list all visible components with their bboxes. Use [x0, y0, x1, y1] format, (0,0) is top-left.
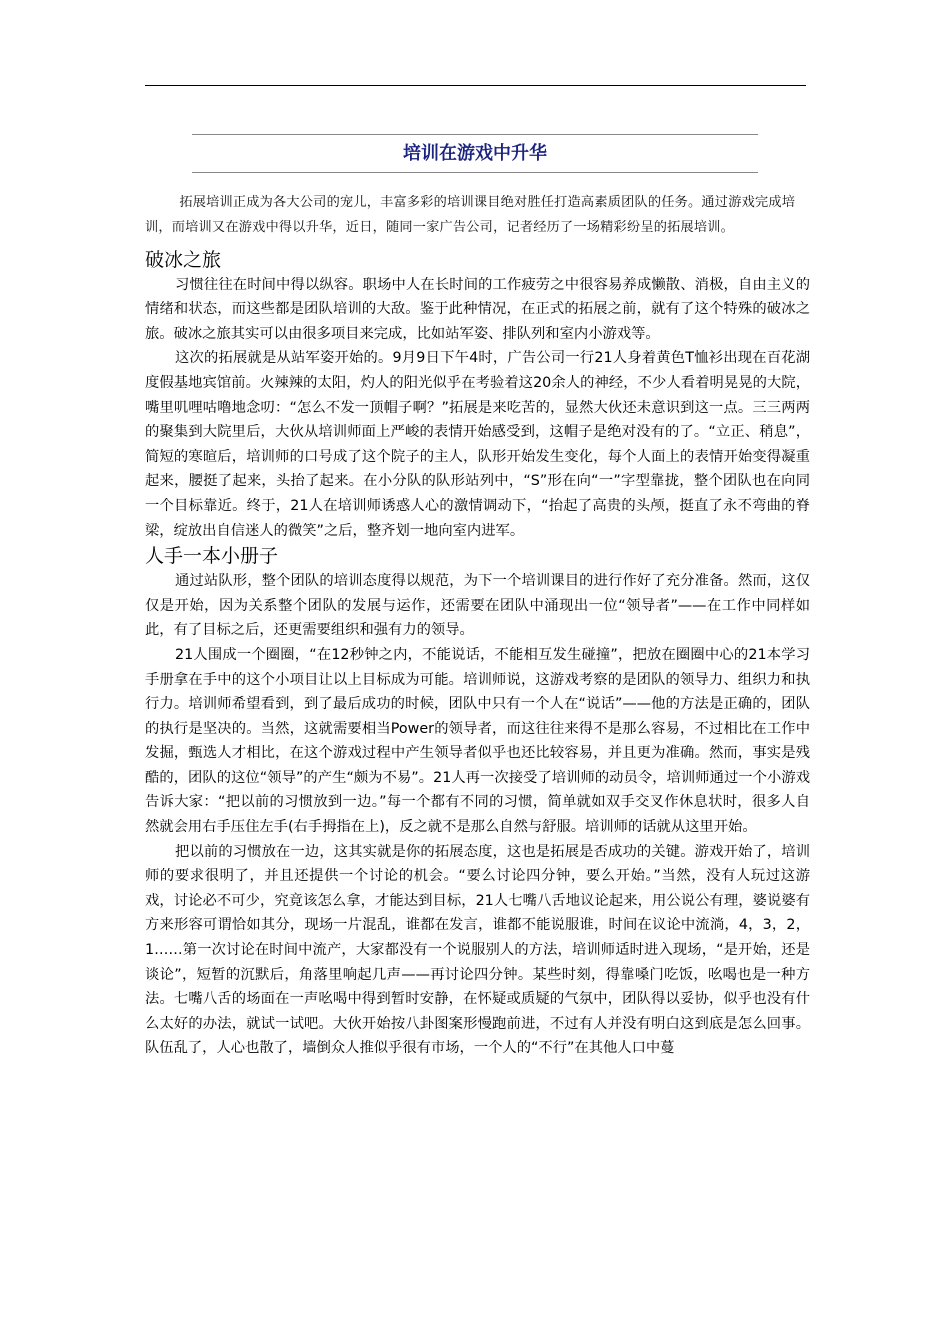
body-paragraph: 把以前的习惯放在一边，这其实就是你的拓展态度，这也是拓展是否成功的关键。游戏开始了，培训师的要求很明了，并且还提供一个讨论的机会。“要么讨论四分钟，要么开始。”当然，没有人玩过这游戏，讨论必不可少，究竟该怎么拿，才能达到目标，21人七嘴八舌地议论起来，用公说公有理，婆说婆有方来形容可谓恰如其分，现场一片混乱，谁都在发言，谁都不能说服谁，时间在议论中流淌，4，3，2，1……第一次讨论在时间中流产，大家都没有一个说服别人的方法，培训师适时进入现场，“是开始，还是谈论”，短暂的沉默后，角落里响起几声——再讨论四分钟。某些时刻，得靠嗓门吃饭，吆喝也是一种方法。七嘴八舌的场面在一声吆喝中得到暂时安静，在怀疑或质疑的气氛中，团队得以妥协，似乎也没有什么太好的办法，就试一试吧。大伙开始按八卦图案形慢跑前进，不过有人并没有明白这到底是怎么回事。队伍乱了，人心也散了，墙倒众人推似乎很有市场，一个人的“不行”在其他人口中蔓 — [145, 843, 810, 1057]
article-body — [145, 190, 810, 1061]
body-paragraph: 21人围成一个圈圈，“在12秒钟之内，不能说话，不能相互发生碰撞”，把放在圈圈中心的21本学习手册拿在手中的这个小项目让以上目标成为可能。培训师说，这游戏考察的是团队的领导力、组织力和执行力。培训师希望看到，到了最后成功的时候，团队中只有一个人在“说话”——他的方法是正确的，团队的执行是坚决的。当然，这就需要相当Power的领导者，而这往往来得不是那么容易，不过相比在工作中发掘，甄选人才相比，在这个游戏过程中产生领导者似乎也还比较容易，并且更为准确。然而，事实是残酷的，团队的这位“领导”的产生“颇为不易”。21人再一次接受了培训师的动员令，培训师通过一个小游戏告诉大家：“把以前的习惯放到一边。”每一个都有不同的习惯，简单就如双手交叉作休息状时，很多人自然就会用右手压住左手(右手拇指在上)，反之就不是那么自然与舒服。培训师的话就从这里开始。 — [145, 646, 810, 836]
title-rule-bottom — [192, 172, 758, 173]
intro-paragraph: 拓展培训正成为各大公司的宠儿，丰富多彩的培训课目绝对胜任打造高素质团队的任务。通过游戏完成培训，而培训又在游戏中得以升华，近日，随同一家广告公司，记者经历了一场精彩纷呈的拓展培训。 — [145, 195, 796, 236]
body-paragraph: 通过站队形，整个团队的培训态度得以规范，为下一个培训课目的进行作好了充分准备。然而，这仅仅是开始，因为关系整个团队的发展与运作，还需要在团队中涌现出一位“领导者”——在工作中同样如此，有了目标之后，还更需要组织和强有力的领导。 — [145, 573, 810, 639]
article-title: 培训在游戏中升华 — [403, 143, 547, 164]
section-heading-icebreaker: 破冰之旅 — [145, 248, 222, 271]
section-heading-booklet: 人手一本小册子 — [145, 545, 279, 568]
header-rule — [145, 85, 806, 86]
body-paragraph: 习惯往往在时间中得以纵容。职场中人在长时间的工作疲劳之中很容易养成懒散、消极，自由主义的情绪和状态，而这些都是团队培训的大敌。鉴于此种情况，在正式的拓展之前，就有了这个特殊的破冰之旅。破冰之旅其实可以由很多项目来完成，比如站军姿、排队列和室内小游戏等。 — [145, 276, 810, 342]
title-rule-top — [192, 134, 758, 135]
body-paragraph: 这次的拓展就是从站军姿开始的。9月9日下午4时，广告公司一行21人身着黄色T恤衫出现在百花湖度假基地宾馆前。火辣辣的太阳，灼人的阳光似乎在考验着这20余人的神经，不少人看着明晃晃的大院，嘴里叽哩咕噜地念叨：“怎么不发一顶帽子啊？”拓展是来吃苦的，显然大伙还未意识到这一点。三三两两的聚集到大院里后，大伙从培训师面上严峻的表情开始感受到，这帽子是绝对没有的了。“立正、稍息”，简短的寒暄后，培训师的口号成了这个院子的主人，队形开始发生变化，每个人面上的表情开始变得凝重起来，腰挺了起来，头抬了起来。在小分队的队形站列中，“S”形在向“一”字型靠拢，整个团队也在向同一个目标靠近。终于，21人在培训师诱惑人心的激情调动下，“抬起了高贵的头颅，挺直了永不弯曲的脊梁，绽放出自信迷人的微笑”之后，整齐划一地向室内进军。 — [145, 350, 810, 539]
